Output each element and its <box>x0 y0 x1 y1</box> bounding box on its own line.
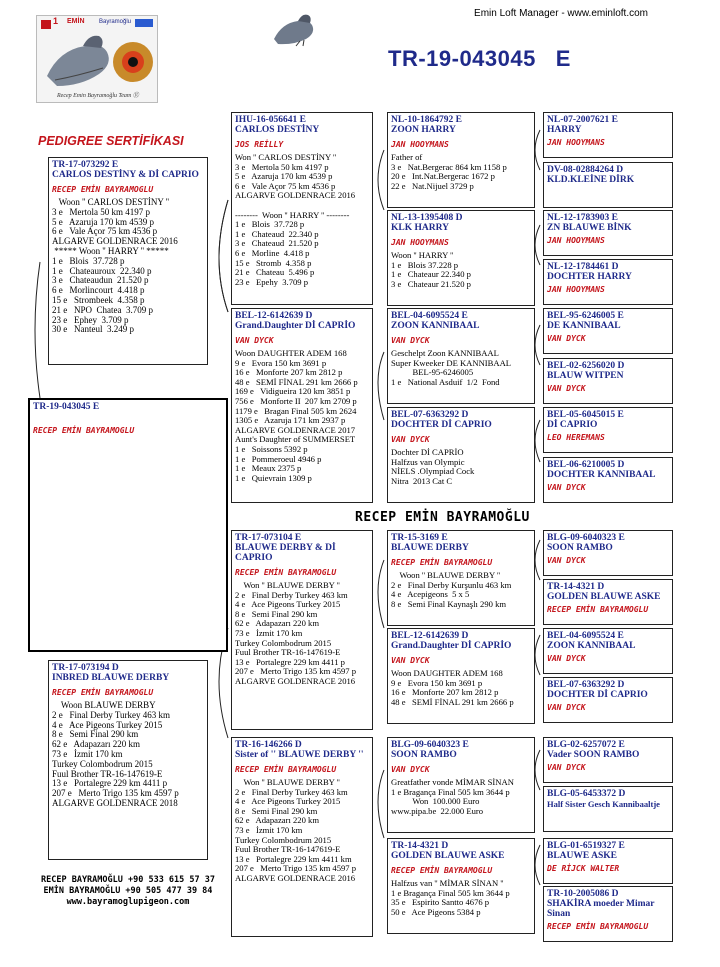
gen4-card[interactable] <box>543 162 673 208</box>
gen2-name: Grand.Daughter Dİ CAPRİO <box>235 321 356 331</box>
gen4-ring: BEL-02-6256020 D <box>547 361 625 371</box>
gen4-ring: BLG-01-6519327 E <box>547 841 625 851</box>
gen4-name: HARRY <box>547 125 582 135</box>
gen2-ring: IHU-16-056641 E <box>235 115 306 125</box>
gen4-name: SHAKİRA moeder Mimar Sinan <box>547 899 655 919</box>
gen4-ring: NL-12-1783903 E <box>547 213 618 223</box>
gen3-card[interactable] <box>387 407 535 503</box>
gen4-card[interactable] <box>543 579 673 625</box>
gen4-name: GOLDEN BLAUWE ASKE <box>547 592 661 602</box>
gen4-breeder: RECEP EMİN BAYRAMOGLU <box>547 922 649 931</box>
gen2-breeder: VAN DYCK <box>235 336 274 345</box>
subject-card[interactable] <box>28 398 228 652</box>
gen4-card[interactable] <box>543 210 673 256</box>
gen4-breeder: RECEP EMİN BAYRAMOGLU <box>547 605 649 614</box>
certificate-heading: PEDIGREE SERTİFİKASI <box>38 134 184 148</box>
gen4-name: Half Sister Gesch Kannibaaltje <box>547 799 660 809</box>
gen4-name: DOCHTER KANNIBAAL <box>547 470 656 480</box>
gen2-card[interactable] <box>231 308 373 503</box>
gen4-ring: TR-10-2005086 D <box>547 889 619 899</box>
gen4-breeder: JAN HOOYMANS <box>547 236 605 245</box>
gen3-name: GOLDEN BLAUWE ASKE <box>391 851 505 861</box>
gen2-card[interactable] <box>231 530 373 730</box>
gen3-card[interactable] <box>387 210 535 306</box>
contact-block <box>38 875 218 908</box>
gen3-name: BLAUWE DERBY <box>391 543 469 553</box>
gen4-card[interactable] <box>543 628 673 674</box>
gen4-card[interactable] <box>543 308 673 354</box>
gen3-ring: BLG-09-6040323 E <box>391 740 469 750</box>
gen3-breeder: RECEP EMİN BAYRAMOGLU <box>391 558 493 567</box>
gen2-results: Woon DAUGHTER ADEM 168 9 e Evora 150 km 3691 p 16 e Monforte 207 km 2812 p 48 e SEMİ FİNAL 291 km 2666 p 169 e Vidigueira 120 km 3851 p 756 e Monforte II 207 km 2709 p 1179 e Bragan Final 505 km 2624 1305 e Azaruja 171 km 2937 p ALGARVE GOLDENRACE 2017 Aunt's Daughter of SUMMERSET 1 e Soissons 5392 p 1 e Pommeroeul 4946 p 1 e Meaux 2375 p 1 e Quievrain 1309 p <box>235 348 358 483</box>
gen4-breeder: VAN DYCK <box>547 334 586 343</box>
gen3-ring: BEL-04-6095524 E <box>391 311 468 321</box>
gen3-breeder: VAN DYCK <box>391 435 430 444</box>
dam-results: Woon BLAUWE DERBY 2 e Final Derby Turkey 463 km 4 e Ace Pigeons Turkey 2015 8 e Semi Final 290 km 62 e Adapazarı 220 km 73 e İzmit 170 km Turkey Colombodrum 2015 Fuul Brother TR-16-147619-E 13 e Portalegre 229 km 4411 p 207 e Merto Trigo 135 km 4597 p ALGARVE GOLDENRACE 2018 <box>52 700 179 808</box>
gen2-breeder: RECEP EMİN BAYRAMOGLU <box>235 765 337 774</box>
gen4-card[interactable] <box>543 259 673 305</box>
dam-breeder: RECEP EMİN BAYRAMOGLU <box>52 688 154 697</box>
sire-results: Woon '' CARLOS DESTİNY '' 3 e Mertola 50 km 4197 p 5 e Azaruja 170 km 4539 p 6 e Vale Açor 75 km 4536 p ALGARVE GOLDENRACE 2016 ***** Woon '' HARRY '' ***** 1 e Blois 37.728 p 1 e Chateauroux 22.340 p 3 e Chateaudun 21.520 p 6 e Morlincourt 4.418 p 15 e Strombeek 4.358 p 21 e NPO Chatea 3.709 p 23 e Ephey 3.709 p 30 e Nanteul 3.249 p <box>52 197 178 335</box>
gen3-name: ZOON KANNIBAAL <box>391 321 480 331</box>
dam-ring: TR-17-073194 D <box>52 663 119 673</box>
sire-card[interactable] <box>48 157 208 365</box>
gen4-name: KLD.KLEİNE DİRK <box>547 175 635 185</box>
gen4-card[interactable] <box>543 677 673 723</box>
owner-heading: RECEP EMİN BAYRAMOĞLU <box>355 510 530 525</box>
gen3-ring: TR-15-3169 E <box>391 533 448 543</box>
gen3-results: Woon '' HARRY '' 1 e Blois 37.228 p 1 e Chateaur 22.340 p 3 e Chateaur 21.520 p <box>391 250 471 289</box>
gen4-breeder: LEO HEREMANS <box>547 433 605 442</box>
gen2-ring: TR-17-073104 E <box>235 533 302 543</box>
gen4-name: BLAUWE ASKE <box>547 851 617 861</box>
gen2-name: Sister of '' BLAUWE DERBY '' <box>235 750 364 760</box>
gen2-results: Won '' BLAUWE DERBY '' 2 e Final Derby Turkey 463 km 4 e Ace Pigeons Turkey 2015 8 e Semi Final 290 km 62 e Adapazarı 220 km 73 e İzmit 170 km Turkey Colombodrum 2015 Fuul Brother TR-16-147619-E 13 e Portalegre 229 km 4411 km 207 e Merto Trigo 135 km 4597 p ALGARVE GOLDENRACE 2016 <box>235 777 357 883</box>
gen3-results: Greatfather vonde MİMAR SİNAN 1 e Bragança Final 505 km 3644 p Won 100.000 Euro www.pipa.be 22.000 Euro <box>391 777 514 816</box>
gen4-ring: BLG-05-6453372 D <box>547 789 626 799</box>
gen3-ring: BEL-12-6142639 D <box>391 631 469 641</box>
gen2-breeder: JOS REİLLY <box>235 140 284 149</box>
gen4-breeder: DE RİJCK WALTER <box>547 864 620 873</box>
gen3-results: Woon DAUGHTER ADEM 168 9 e Evora 150 km 3691 p 16 e Monforte 207 km 2812 p 48 e SEMİ FİNAL 291 km 2666 p <box>391 668 514 707</box>
page-title: TR-19-043045 E <box>388 46 571 71</box>
gen4-card[interactable] <box>543 457 673 503</box>
gen4-card[interactable] <box>543 112 673 158</box>
contact-line-1: RECEP BAYRAMOĞLU +90 533 615 57 37 <box>41 875 215 885</box>
gen4-ring: TR-14-4321 D <box>547 582 605 592</box>
gen4-card[interactable] <box>543 358 673 404</box>
gen3-breeder: VAN DYCK <box>391 765 430 774</box>
dam-card[interactable] <box>48 660 208 860</box>
gen4-breeder: VAN DYCK <box>547 384 586 393</box>
gen4-card[interactable] <box>543 838 673 884</box>
gen4-name: ZN BLAUWE BİNK <box>547 223 632 233</box>
gen4-breeder: JAN HOOYMANS <box>547 138 605 147</box>
sire-breeder: RECEP EMİN BAYRAMOGLU <box>52 185 154 194</box>
gen4-name: ZOON KANNIBAAL <box>547 641 636 651</box>
gen4-ring: DV-08-02884264 D <box>547 165 624 175</box>
gen4-name: Dİ CAPRIO <box>547 420 598 430</box>
logo-number: 1 <box>53 16 59 26</box>
gen3-breeder: VAN DYCK <box>391 656 430 665</box>
logo-label-left: EMİN <box>67 18 85 25</box>
site-url: Emin Loft Manager - www.eminloft.com <box>474 8 648 19</box>
gen3-card[interactable] <box>387 308 535 404</box>
gen3-card[interactable] <box>387 530 535 626</box>
gen2-name: CARLOS DESTİNY <box>235 125 320 135</box>
subject-breeder: RECEP EMİN BAYRAMOGLU <box>33 426 135 435</box>
gen3-name: SOON RAMBO <box>391 750 457 760</box>
gen4-name: Vader SOON RAMBO <box>547 750 640 760</box>
gen4-ring: BEL-05-6045015 E <box>547 410 624 420</box>
dam-name: INBRED BLAUWE DERBY <box>52 673 170 683</box>
gen3-breeder: RECEP EMİN BAYRAMOGLU <box>391 866 493 875</box>
gen4-breeder: VAN DYCK <box>547 483 586 492</box>
gen4-name: SOON RAMBO <box>547 543 613 553</box>
gen4-ring: BLG-02-6257072 E <box>547 740 625 750</box>
gen3-card[interactable] <box>387 112 535 208</box>
gen4-card[interactable] <box>543 886 673 942</box>
gen4-ring: BLG-09-6040323 E <box>547 533 625 543</box>
gen3-card[interactable] <box>387 628 535 724</box>
gen2-name: BLAUWE DERBY & Dİ CAPRIO <box>235 543 336 563</box>
gen2-results: Won '' CARLOS DESTİNY '' 3 e Mertola 50 km 4197 p 5 e Azaruja 170 km 4539 p 6 e Vale Açor 75 km 4536 p ALGARVE GOLDENRACE 2016 -------- Woon '' HARRY '' -------- 1 e Blois 37.728 p 1 e Chateaud 22.340 p 3 e Chateaud 21.520 p 6 e Morline 4.418 p 15 e Stromb 4.358 p 21 e Chateau 5.496 p 23 e Epehy 3.709 p <box>235 152 356 287</box>
contact-line-2: EMİN BAYRAMOĞLU +90 505 477 39 84 <box>43 886 213 896</box>
gen4-card[interactable] <box>543 530 673 576</box>
gen3-breeder: VAN DYCK <box>391 336 430 345</box>
gen4-breeder: VAN DYCK <box>547 556 586 565</box>
gen3-name: DOCHTER Dİ CAPRIO <box>391 420 492 430</box>
gen3-ring: NL-13-1395408 D <box>391 213 463 223</box>
subject-ring: TR-19-043045 E <box>33 402 100 412</box>
gen4-ring: BEL-06-6210005 D <box>547 460 625 470</box>
gen3-results: Father of 3 e Nat.Bergerac 864 km 1158 p 20 e Int.Nat.Bergerac 1672 p 22 e Nat.Nijuel 3729 p <box>391 152 507 191</box>
gen4-ring: BEL-07-6363292 D <box>547 680 625 690</box>
logo-caption: Recep Emin Bayramoğlu Team Ⓡ <box>57 93 139 99</box>
gen2-results: Won '' BLAUWE DERBY '' 2 e Final Derby Turkey 463 km 4 e Ace Pigeons Turkey 2015 8 e Semi Final 290 km 62 e Adapazarı 220 km 73 e İzmit 170 km Turkey Colombodrum 2015 Fuul Brother TR-16-147619-E 13 e Portalegre 229 km 4411 p 207 e Merto Trigo 135 km 4597 p ALGARVE GOLDENRACE 2016 <box>235 580 357 686</box>
gen4-name: DE KANNIBAAL <box>547 321 621 331</box>
gen4-breeder: VAN DYCK <box>547 654 586 663</box>
gen3-results: Geschelpt Zoon KANNIBAAL Super Kweeker DE KANNIBAAL BEL-95-6246005 1 e National Asduif 1/2 Fond <box>391 348 512 387</box>
gen2-breeder: RECEP EMİN BAYRAMOGLU <box>235 568 337 577</box>
gen4-ring: BEL-04-6095524 E <box>547 631 624 641</box>
gen4-card[interactable] <box>543 786 673 832</box>
gen3-card[interactable] <box>387 838 535 934</box>
gen4-name: DOCHTER Dİ CAPRIO <box>547 690 648 700</box>
gen3-results: Woon '' BLAUWE DERBY '' 2 e Final Derby Kurşunlu 463 km 4 e Acepigeons 5 x 5 8 e Semi Final Kaynaşlı 290 km <box>391 570 512 609</box>
gen3-breeder: JAN HOOYMANS <box>391 238 449 247</box>
gen4-breeder: VAN DYCK <box>547 763 586 772</box>
sire-name: CARLOS DESTİNY & Dİ CAPRIO <box>52 170 199 180</box>
gen3-card[interactable] <box>387 737 535 833</box>
gen4-ring: NL-07-2007621 E <box>547 115 618 125</box>
gen4-card[interactable] <box>543 407 673 453</box>
gen3-ring: NL-10-1864792 E <box>391 115 462 125</box>
gen2-ring: BEL-12-6142639 D <box>235 311 313 321</box>
gen4-ring: BEL-95-6246005 E <box>547 311 624 321</box>
gen3-ring: TR-14-4321 D <box>391 841 449 851</box>
gen3-breeder: JAN HOOYMANS <box>391 140 449 149</box>
gen4-breeder: VAN DYCK <box>547 703 586 712</box>
gen4-ring: NL-12-1784461 D <box>547 262 619 272</box>
contact-website[interactable]: www.bayramoglupigeon.com <box>66 897 190 907</box>
sire-ring: TR-17-073292 E <box>52 160 119 170</box>
gen3-results: Dochter Dİ CAPRİO Halfzus van Olympic NİELS .Olympiad Cock Nitra 2013 Cat C <box>391 447 475 486</box>
gen3-name: Grand.Daughter Dİ CAPRİO <box>391 641 512 651</box>
gen3-results: Halfzus van '' MİMAR SİNAN '' 1 e Bragança Final 505 km 3644 p 35 e Espirito Santto 4676 p 50 e Ace Pigeons 5384 p <box>391 878 510 917</box>
gen4-name: DOCHTER HARRY <box>547 272 632 282</box>
gen2-ring: TR-16-146266 D <box>235 740 302 750</box>
gen3-name: KLK HARRY <box>391 223 449 233</box>
gen4-name: BLAUW WITPEN <box>547 371 624 381</box>
gen2-card[interactable] <box>231 737 373 937</box>
gen3-ring: BEL-07-6363292 D <box>391 410 469 420</box>
gen4-card[interactable] <box>543 737 673 783</box>
logo-flag-label: Bayramoğlu <box>99 19 132 25</box>
gen3-name: ZOON HARRY <box>391 125 456 135</box>
gen2-card[interactable] <box>231 112 373 305</box>
gen4-breeder: JAN HOOYMANS <box>547 285 605 294</box>
